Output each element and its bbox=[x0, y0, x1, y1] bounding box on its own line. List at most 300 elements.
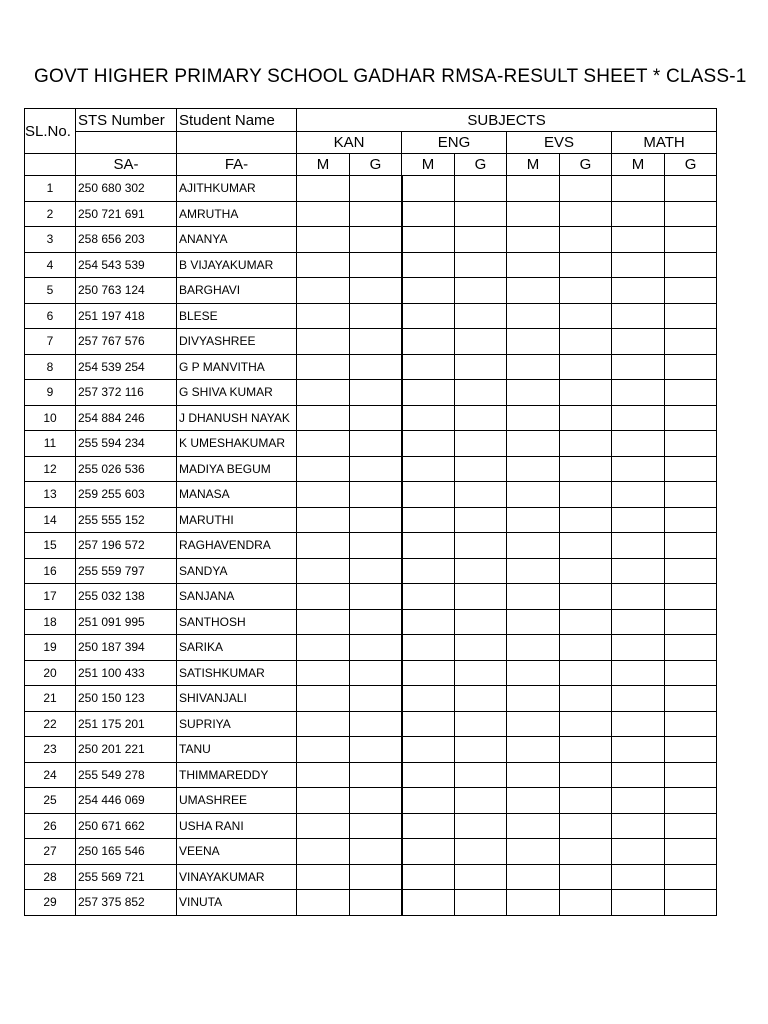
student-name: MADIYA BEGUM bbox=[177, 456, 297, 482]
math-grade-cell[interactable] bbox=[665, 380, 717, 406]
eng-marks-cell[interactable] bbox=[402, 252, 455, 278]
student-sts-number: 250 721 691 bbox=[76, 201, 177, 227]
evs-marks-cell[interactable] bbox=[507, 482, 560, 508]
kan-grade-cell[interactable] bbox=[350, 482, 402, 508]
student-row bbox=[25, 303, 717, 329]
math-grade-cell[interactable] bbox=[665, 788, 717, 814]
evs-grade-cell[interactable] bbox=[560, 635, 612, 661]
student-row bbox=[25, 864, 717, 890]
eng-grade-cell[interactable] bbox=[455, 686, 507, 712]
math-grade-cell[interactable] bbox=[665, 890, 717, 916]
student-sl-no: 27 bbox=[25, 839, 76, 865]
kan-marks-cell[interactable] bbox=[297, 788, 350, 814]
math-marks-cell[interactable] bbox=[612, 431, 665, 457]
kan-marks-cell[interactable] bbox=[297, 686, 350, 712]
math-grade-cell[interactable] bbox=[665, 456, 717, 482]
kan-grade-cell[interactable] bbox=[350, 533, 402, 559]
math-marks-cell[interactable] bbox=[612, 660, 665, 686]
kan-grade-cell[interactable] bbox=[350, 252, 402, 278]
evs-grade-cell[interactable] bbox=[560, 813, 612, 839]
kan-marks-cell[interactable] bbox=[297, 737, 350, 763]
math-grade-cell[interactable] bbox=[665, 252, 717, 278]
student-row bbox=[25, 762, 717, 788]
student-name: K UMESHAKUMAR bbox=[177, 431, 297, 457]
eng-marks-cell[interactable] bbox=[402, 380, 455, 406]
kan-marks-cell[interactable] bbox=[297, 303, 350, 329]
evs-grade-cell[interactable] bbox=[560, 584, 612, 610]
eng-grade-cell[interactable] bbox=[455, 507, 507, 533]
kan-grade-cell[interactable] bbox=[350, 176, 402, 202]
evs-grade-cell[interactable] bbox=[560, 737, 612, 763]
eng-grade-cell[interactable] bbox=[455, 558, 507, 584]
eng-marks-cell[interactable] bbox=[402, 176, 455, 202]
math-grade-cell[interactable] bbox=[665, 660, 717, 686]
kan-grade-cell[interactable] bbox=[350, 354, 402, 380]
student-row bbox=[25, 380, 717, 406]
kan-marks-cell[interactable] bbox=[297, 431, 350, 457]
student-row bbox=[25, 584, 717, 610]
header-student-name: Student Name bbox=[177, 109, 297, 132]
evs-marks-cell[interactable] bbox=[507, 303, 560, 329]
eng-marks-cell[interactable] bbox=[402, 456, 455, 482]
student-sts-number: 255 026 536 bbox=[76, 456, 177, 482]
kan-marks-cell[interactable] bbox=[297, 839, 350, 865]
evs-grade-cell[interactable] bbox=[560, 890, 612, 916]
student-sl-no: 24 bbox=[25, 762, 76, 788]
eng-marks-cell[interactable] bbox=[402, 635, 455, 661]
eng-marks-cell[interactable] bbox=[402, 303, 455, 329]
math-grade-cell[interactable] bbox=[665, 303, 717, 329]
evs-grade-cell[interactable] bbox=[560, 558, 612, 584]
kan-grade-cell[interactable] bbox=[350, 762, 402, 788]
evs-grade-cell[interactable] bbox=[560, 380, 612, 406]
student-sl-no: 11 bbox=[25, 431, 76, 457]
math-grade-cell[interactable] bbox=[665, 839, 717, 865]
evs-grade-cell[interactable] bbox=[560, 864, 612, 890]
kan-marks-cell[interactable] bbox=[297, 405, 350, 431]
eng-marks-cell[interactable] bbox=[402, 609, 455, 635]
evs-marks-cell[interactable] bbox=[507, 788, 560, 814]
eng-grade-cell[interactable] bbox=[455, 788, 507, 814]
kan-grade-cell[interactable] bbox=[350, 431, 402, 457]
evs-grade-cell[interactable] bbox=[560, 660, 612, 686]
student-name: VEENA bbox=[177, 839, 297, 865]
kan-marks-cell[interactable] bbox=[297, 890, 350, 916]
evs-marks-cell[interactable] bbox=[507, 533, 560, 559]
kan-marks-cell[interactable] bbox=[297, 635, 350, 661]
eng-grade-cell[interactable] bbox=[455, 431, 507, 457]
eng-grade-cell[interactable] bbox=[455, 813, 507, 839]
kan-grade-cell[interactable] bbox=[350, 405, 402, 431]
header-blank-cell bbox=[25, 154, 76, 176]
math-grade-cell[interactable] bbox=[665, 405, 717, 431]
header-sa: SA- bbox=[76, 154, 177, 176]
student-sl-no: 5 bbox=[25, 278, 76, 304]
eng-grade-cell[interactable] bbox=[455, 711, 507, 737]
math-marks-cell[interactable] bbox=[612, 584, 665, 610]
eng-grade-cell[interactable] bbox=[455, 201, 507, 227]
header-blank-cell bbox=[76, 132, 177, 154]
math-marks-cell[interactable] bbox=[612, 686, 665, 712]
evs-grade-cell[interactable] bbox=[560, 405, 612, 431]
math-grade-cell[interactable] bbox=[665, 584, 717, 610]
evs-marks-cell[interactable] bbox=[507, 609, 560, 635]
header-kan-m: M bbox=[297, 154, 350, 176]
student-sl-no: 9 bbox=[25, 380, 76, 406]
student-sts-number: 257 196 572 bbox=[76, 533, 177, 559]
kan-grade-cell[interactable] bbox=[350, 864, 402, 890]
evs-marks-cell[interactable] bbox=[507, 456, 560, 482]
student-sl-no: 10 bbox=[25, 405, 76, 431]
eng-marks-cell[interactable] bbox=[402, 227, 455, 253]
student-row bbox=[25, 482, 717, 508]
student-row bbox=[25, 227, 717, 253]
math-grade-cell[interactable] bbox=[665, 813, 717, 839]
evs-marks-cell[interactable] bbox=[507, 711, 560, 737]
kan-marks-cell[interactable] bbox=[297, 278, 350, 304]
kan-marks-cell[interactable] bbox=[297, 201, 350, 227]
math-grade-cell[interactable] bbox=[665, 201, 717, 227]
evs-marks-cell[interactable] bbox=[507, 227, 560, 253]
kan-grade-cell[interactable] bbox=[350, 507, 402, 533]
evs-marks-cell[interactable] bbox=[507, 686, 560, 712]
result-sheet-table bbox=[24, 108, 717, 916]
kan-grade-cell[interactable] bbox=[350, 609, 402, 635]
eng-grade-cell[interactable] bbox=[455, 635, 507, 661]
eng-marks-cell[interactable] bbox=[402, 405, 455, 431]
evs-grade-cell[interactable] bbox=[560, 303, 612, 329]
evs-grade-cell[interactable] bbox=[560, 762, 612, 788]
evs-grade-cell[interactable] bbox=[560, 252, 612, 278]
evs-grade-cell[interactable] bbox=[560, 176, 612, 202]
evs-grade-cell[interactable] bbox=[560, 533, 612, 559]
student-row bbox=[25, 839, 717, 865]
math-grade-cell[interactable] bbox=[665, 737, 717, 763]
evs-marks-cell[interactable] bbox=[507, 813, 560, 839]
kan-marks-cell[interactable] bbox=[297, 329, 350, 355]
eng-grade-cell[interactable] bbox=[455, 890, 507, 916]
math-marks-cell[interactable] bbox=[612, 864, 665, 890]
math-marks-cell[interactable] bbox=[612, 635, 665, 661]
kan-marks-cell[interactable] bbox=[297, 176, 350, 202]
evs-marks-cell[interactable] bbox=[507, 660, 560, 686]
header-fa: FA- bbox=[177, 154, 297, 176]
kan-marks-cell[interactable] bbox=[297, 584, 350, 610]
eng-marks-cell[interactable] bbox=[402, 864, 455, 890]
student-name: TANU bbox=[177, 737, 297, 763]
evs-marks-cell[interactable] bbox=[507, 176, 560, 202]
kan-grade-cell[interactable] bbox=[350, 456, 402, 482]
kan-grade-cell[interactable] bbox=[350, 711, 402, 737]
eng-marks-cell[interactable] bbox=[402, 558, 455, 584]
evs-grade-cell[interactable] bbox=[560, 278, 612, 304]
student-row bbox=[25, 788, 717, 814]
header-math-g: G bbox=[665, 154, 717, 176]
math-marks-cell[interactable] bbox=[612, 558, 665, 584]
eng-marks-cell[interactable] bbox=[402, 737, 455, 763]
student-sl-no: 12 bbox=[25, 456, 76, 482]
eng-grade-cell[interactable] bbox=[455, 839, 507, 865]
header-row-1 bbox=[25, 109, 717, 132]
student-sts-number: 251 100 433 bbox=[76, 660, 177, 686]
kan-grade-cell[interactable] bbox=[350, 227, 402, 253]
header-eng-g: G bbox=[455, 154, 507, 176]
eng-grade-cell[interactable] bbox=[455, 303, 507, 329]
student-name: ANANYA bbox=[177, 227, 297, 253]
math-grade-cell[interactable] bbox=[665, 686, 717, 712]
eng-marks-cell[interactable] bbox=[402, 431, 455, 457]
kan-grade-cell[interactable] bbox=[350, 584, 402, 610]
evs-marks-cell[interactable] bbox=[507, 431, 560, 457]
student-sts-number: 255 559 797 bbox=[76, 558, 177, 584]
evs-grade-cell[interactable] bbox=[560, 456, 612, 482]
math-grade-cell[interactable] bbox=[665, 558, 717, 584]
eng-marks-cell[interactable] bbox=[402, 278, 455, 304]
evs-marks-cell[interactable] bbox=[507, 278, 560, 304]
student-sl-no: 26 bbox=[25, 813, 76, 839]
evs-marks-cell[interactable] bbox=[507, 558, 560, 584]
evs-marks-cell[interactable] bbox=[507, 329, 560, 355]
student-sts-number: 250 201 221 bbox=[76, 737, 177, 763]
math-grade-cell[interactable] bbox=[665, 864, 717, 890]
evs-marks-cell[interactable] bbox=[507, 507, 560, 533]
student-sl-no: 3 bbox=[25, 227, 76, 253]
kan-marks-cell[interactable] bbox=[297, 507, 350, 533]
student-sl-no: 15 bbox=[25, 533, 76, 559]
math-marks-cell[interactable] bbox=[612, 737, 665, 763]
math-marks-cell[interactable] bbox=[612, 380, 665, 406]
student-name: UMASHREE bbox=[177, 788, 297, 814]
eng-grade-cell[interactable] bbox=[455, 482, 507, 508]
eng-grade-cell[interactable] bbox=[455, 329, 507, 355]
math-marks-cell[interactable] bbox=[612, 482, 665, 508]
kan-marks-cell[interactable] bbox=[297, 533, 350, 559]
kan-grade-cell[interactable] bbox=[350, 890, 402, 916]
eng-grade-cell[interactable] bbox=[455, 533, 507, 559]
eng-marks-cell[interactable] bbox=[402, 660, 455, 686]
eng-marks-cell[interactable] bbox=[402, 839, 455, 865]
student-sts-number: 251 091 995 bbox=[76, 609, 177, 635]
evs-marks-cell[interactable] bbox=[507, 839, 560, 865]
math-marks-cell[interactable] bbox=[612, 788, 665, 814]
kan-grade-cell[interactable] bbox=[350, 278, 402, 304]
math-marks-cell[interactable] bbox=[612, 813, 665, 839]
math-marks-cell[interactable] bbox=[612, 890, 665, 916]
eng-grade-cell[interactable] bbox=[455, 584, 507, 610]
math-marks-cell[interactable] bbox=[612, 278, 665, 304]
evs-marks-cell[interactable] bbox=[507, 762, 560, 788]
kan-marks-cell[interactable] bbox=[297, 813, 350, 839]
kan-grade-cell[interactable] bbox=[350, 558, 402, 584]
kan-grade-cell[interactable] bbox=[350, 380, 402, 406]
student-sts-number: 255 555 152 bbox=[76, 507, 177, 533]
student-sl-no: 16 bbox=[25, 558, 76, 584]
evs-marks-cell[interactable] bbox=[507, 405, 560, 431]
evs-grade-cell[interactable] bbox=[560, 482, 612, 508]
kan-marks-cell[interactable] bbox=[297, 380, 350, 406]
eng-marks-cell[interactable] bbox=[402, 584, 455, 610]
evs-grade-cell[interactable] bbox=[560, 788, 612, 814]
student-sts-number: 254 446 069 bbox=[76, 788, 177, 814]
kan-marks-cell[interactable] bbox=[297, 227, 350, 253]
eng-marks-cell[interactable] bbox=[402, 329, 455, 355]
math-marks-cell[interactable] bbox=[612, 609, 665, 635]
math-grade-cell[interactable] bbox=[665, 176, 717, 202]
evs-grade-cell[interactable] bbox=[560, 686, 612, 712]
evs-grade-cell[interactable] bbox=[560, 227, 612, 253]
student-sts-number: 257 375 852 bbox=[76, 890, 177, 916]
eng-grade-cell[interactable] bbox=[455, 405, 507, 431]
eng-marks-cell[interactable] bbox=[402, 533, 455, 559]
eng-grade-cell[interactable] bbox=[455, 762, 507, 788]
math-marks-cell[interactable] bbox=[612, 533, 665, 559]
kan-marks-cell[interactable] bbox=[297, 660, 350, 686]
math-marks-cell[interactable] bbox=[612, 405, 665, 431]
math-grade-cell[interactable] bbox=[665, 278, 717, 304]
math-marks-cell[interactable] bbox=[612, 329, 665, 355]
math-grade-cell[interactable] bbox=[665, 431, 717, 457]
kan-grade-cell[interactable] bbox=[350, 201, 402, 227]
eng-marks-cell[interactable] bbox=[402, 482, 455, 508]
student-row bbox=[25, 252, 717, 278]
kan-marks-cell[interactable] bbox=[297, 558, 350, 584]
evs-marks-cell[interactable] bbox=[507, 864, 560, 890]
evs-marks-cell[interactable] bbox=[507, 584, 560, 610]
student-sts-number: 255 549 278 bbox=[76, 762, 177, 788]
kan-grade-cell[interactable] bbox=[350, 635, 402, 661]
math-marks-cell[interactable] bbox=[612, 839, 665, 865]
kan-marks-cell[interactable] bbox=[297, 354, 350, 380]
eng-marks-cell[interactable] bbox=[402, 201, 455, 227]
student-name: G P MANVITHA bbox=[177, 354, 297, 380]
evs-grade-cell[interactable] bbox=[560, 609, 612, 635]
kan-grade-cell[interactable] bbox=[350, 303, 402, 329]
evs-grade-cell[interactable] bbox=[560, 711, 612, 737]
eng-marks-cell[interactable] bbox=[402, 813, 455, 839]
student-name: RAGHAVENDRA bbox=[177, 533, 297, 559]
student-name: SANTHOSH bbox=[177, 609, 297, 635]
math-marks-cell[interactable] bbox=[612, 227, 665, 253]
math-grade-cell[interactable] bbox=[665, 609, 717, 635]
eng-marks-cell[interactable] bbox=[402, 711, 455, 737]
kan-grade-cell[interactable] bbox=[350, 737, 402, 763]
kan-grade-cell[interactable] bbox=[350, 329, 402, 355]
eng-marks-cell[interactable] bbox=[402, 890, 455, 916]
student-name: DIVYASHREE bbox=[177, 329, 297, 355]
eng-grade-cell[interactable] bbox=[455, 609, 507, 635]
math-marks-cell[interactable] bbox=[612, 354, 665, 380]
evs-grade-cell[interactable] bbox=[560, 201, 612, 227]
eng-grade-cell[interactable] bbox=[455, 252, 507, 278]
kan-grade-cell[interactable] bbox=[350, 813, 402, 839]
evs-marks-cell[interactable] bbox=[507, 380, 560, 406]
math-marks-cell[interactable] bbox=[612, 201, 665, 227]
student-row bbox=[25, 176, 717, 202]
math-grade-cell[interactable] bbox=[665, 354, 717, 380]
kan-marks-cell[interactable] bbox=[297, 864, 350, 890]
evs-grade-cell[interactable] bbox=[560, 354, 612, 380]
header-row-2 bbox=[25, 132, 717, 154]
math-marks-cell[interactable] bbox=[612, 456, 665, 482]
eng-grade-cell[interactable] bbox=[455, 278, 507, 304]
kan-grade-cell[interactable] bbox=[350, 788, 402, 814]
kan-marks-cell[interactable] bbox=[297, 456, 350, 482]
kan-grade-cell[interactable] bbox=[350, 686, 402, 712]
math-grade-cell[interactable] bbox=[665, 635, 717, 661]
header-subject-eng: ENG bbox=[402, 132, 507, 154]
math-marks-cell[interactable] bbox=[612, 303, 665, 329]
header-subjects: SUBJECTS bbox=[297, 109, 717, 132]
header-sts-number: STS Number bbox=[76, 109, 177, 132]
student-sl-no: 28 bbox=[25, 864, 76, 890]
evs-marks-cell[interactable] bbox=[507, 890, 560, 916]
student-name: THIMMAREDDY bbox=[177, 762, 297, 788]
math-marks-cell[interactable] bbox=[612, 762, 665, 788]
eng-grade-cell[interactable] bbox=[455, 864, 507, 890]
eng-marks-cell[interactable] bbox=[402, 762, 455, 788]
evs-grade-cell[interactable] bbox=[560, 431, 612, 457]
header-row-3 bbox=[25, 154, 717, 176]
eng-grade-cell[interactable] bbox=[455, 380, 507, 406]
evs-grade-cell[interactable] bbox=[560, 839, 612, 865]
student-row bbox=[25, 456, 717, 482]
eng-marks-cell[interactable] bbox=[402, 788, 455, 814]
student-name: G SHIVA KUMAR bbox=[177, 380, 297, 406]
math-grade-cell[interactable] bbox=[665, 533, 717, 559]
eng-marks-cell[interactable] bbox=[402, 354, 455, 380]
math-grade-cell[interactable] bbox=[665, 507, 717, 533]
evs-marks-cell[interactable] bbox=[507, 354, 560, 380]
kan-marks-cell[interactable] bbox=[297, 252, 350, 278]
evs-marks-cell[interactable] bbox=[507, 201, 560, 227]
evs-grade-cell[interactable] bbox=[560, 329, 612, 355]
eng-grade-cell[interactable] bbox=[455, 456, 507, 482]
sheet-title: GOVT HIGHER PRIMARY SCHOOL GADHAR RMSA-RESULT SHEET * CLASS-1 bbox=[34, 66, 747, 87]
kan-marks-cell[interactable] bbox=[297, 711, 350, 737]
kan-marks-cell[interactable] bbox=[297, 609, 350, 635]
eng-grade-cell[interactable] bbox=[455, 176, 507, 202]
math-grade-cell[interactable] bbox=[665, 329, 717, 355]
math-grade-cell[interactable] bbox=[665, 227, 717, 253]
math-grade-cell[interactable] bbox=[665, 482, 717, 508]
student-sts-number: 255 032 138 bbox=[76, 584, 177, 610]
eng-marks-cell[interactable] bbox=[402, 686, 455, 712]
eng-grade-cell[interactable] bbox=[455, 227, 507, 253]
evs-grade-cell[interactable] bbox=[560, 507, 612, 533]
eng-grade-cell[interactable] bbox=[455, 354, 507, 380]
eng-marks-cell[interactable] bbox=[402, 507, 455, 533]
header-subject-math: MATH bbox=[612, 132, 717, 154]
math-grade-cell[interactable] bbox=[665, 762, 717, 788]
evs-marks-cell[interactable] bbox=[507, 252, 560, 278]
kan-grade-cell[interactable] bbox=[350, 660, 402, 686]
student-name: BLESE bbox=[177, 303, 297, 329]
eng-grade-cell[interactable] bbox=[455, 737, 507, 763]
evs-marks-cell[interactable] bbox=[507, 635, 560, 661]
math-marks-cell[interactable] bbox=[612, 711, 665, 737]
kan-marks-cell[interactable] bbox=[297, 762, 350, 788]
kan-marks-cell[interactable] bbox=[297, 482, 350, 508]
student-row bbox=[25, 329, 717, 355]
math-grade-cell[interactable] bbox=[665, 711, 717, 737]
eng-grade-cell[interactable] bbox=[455, 660, 507, 686]
math-marks-cell[interactable] bbox=[612, 507, 665, 533]
evs-marks-cell[interactable] bbox=[507, 737, 560, 763]
math-marks-cell[interactable] bbox=[612, 252, 665, 278]
student-sl-no: 23 bbox=[25, 737, 76, 763]
math-marks-cell[interactable] bbox=[612, 176, 665, 202]
kan-grade-cell[interactable] bbox=[350, 839, 402, 865]
